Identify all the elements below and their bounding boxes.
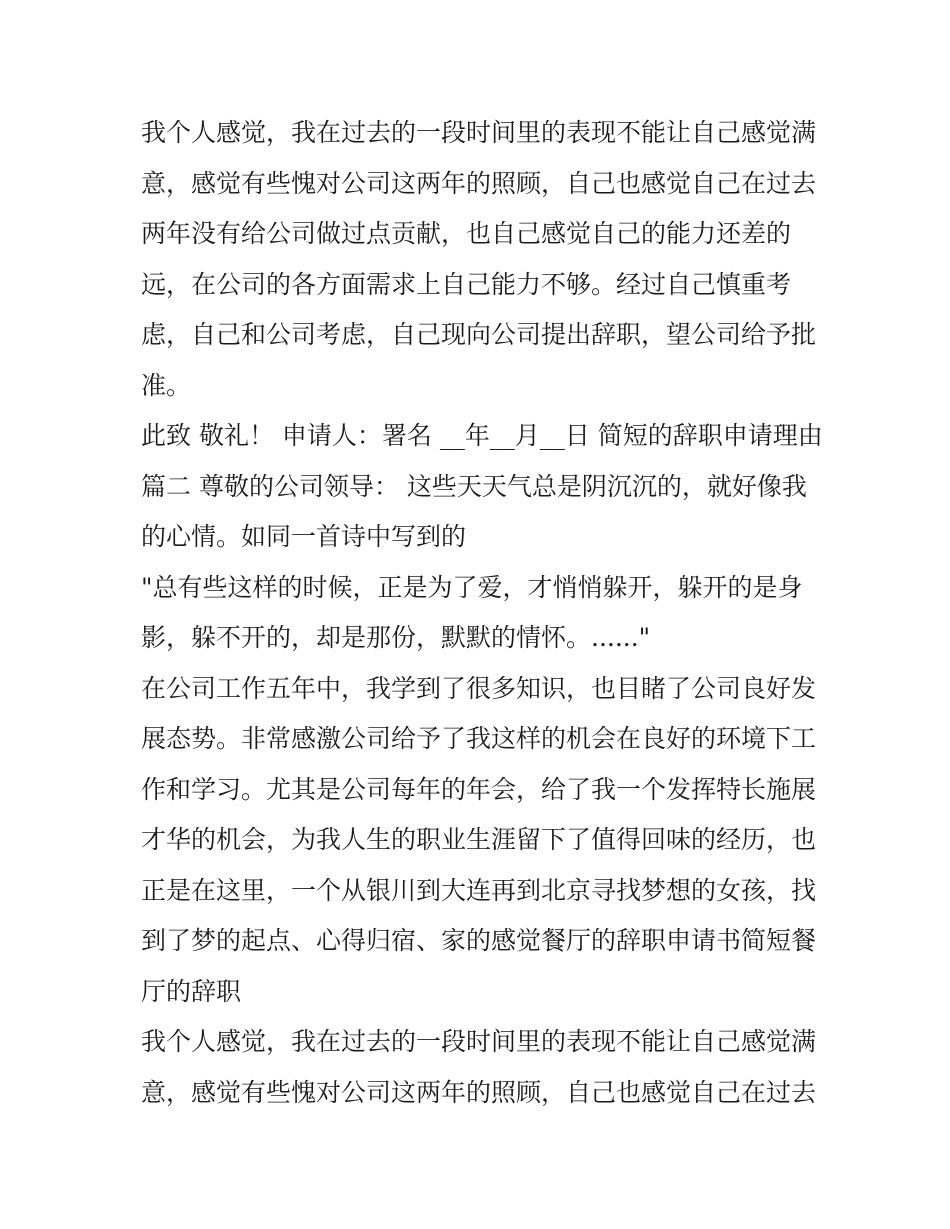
text-line: 作和学习。尤其是公司每年的年会，给了我一个发挥特长施展 — [141, 774, 817, 804]
text-line: 影，躲不开的，却是那份，默默的情怀。......" — [141, 623, 651, 652]
text-line: 两年没有给公司做过点贡献，也自己感觉自己的能力还差的 — [141, 219, 792, 248]
text-line: 的心情。如同一首诗中写到的 — [141, 522, 467, 551]
text-line: 厅的辞职 — [141, 976, 242, 1006]
text-line: 虑，自己和公司考虑，自己现向公司提出辞职，望公司给予批 — [141, 320, 817, 349]
text-line: 才华的机会，为我人生的职业生涯留下了值得回味的经历，也 — [141, 825, 817, 854]
text-line: 意，感觉有些愧对公司这两年的照顾，自己也感觉自己在过去 — [141, 168, 817, 198]
text-line: 到了梦的起点、心得归宿、家的感觉餐厅的辞职申请书简短餐 — [141, 926, 817, 955]
text-line: 准。 — [141, 370, 192, 400]
text-line: 篇二 尊敬的公司领导： 这些天天气总是阴沉沉的，就好像我 — [141, 471, 807, 501]
text-line: "总有些这样的时候，正是为了爱，才悄悄躲开，躲开的是身 — [141, 572, 803, 602]
text-line: 我个人感觉，我在过去的一段时间里的表现不能让自己感觉满 — [141, 118, 817, 147]
text-line: 在公司工作五年中，我学到了很多知识，也目睹了公司良好发 — [141, 673, 817, 703]
text-line: 远，在公司的各方面需求上自己能力不够。经过自己慎重考 — [141, 269, 792, 299]
text-line: 我个人感觉，我在过去的一段时间里的表现不能让自己感觉满 — [141, 1027, 817, 1056]
text-line: 正是在这里，一个从银川到大连再到北京寻找梦想的女孩，找 — [141, 875, 817, 905]
text-line: 意，感觉有些愧对公司这两年的照顾，自己也感觉自己在过去 — [141, 1077, 817, 1107]
body-text — [141, 108, 821, 1118]
text-line: 此致 敬礼！ 申请人：署名 __年__月__日 简短的辞职申请理由 — [141, 421, 823, 450]
text-line: 展态势。非常感激公司给予了我这样的机会在良好的环境下工 — [141, 724, 817, 753]
